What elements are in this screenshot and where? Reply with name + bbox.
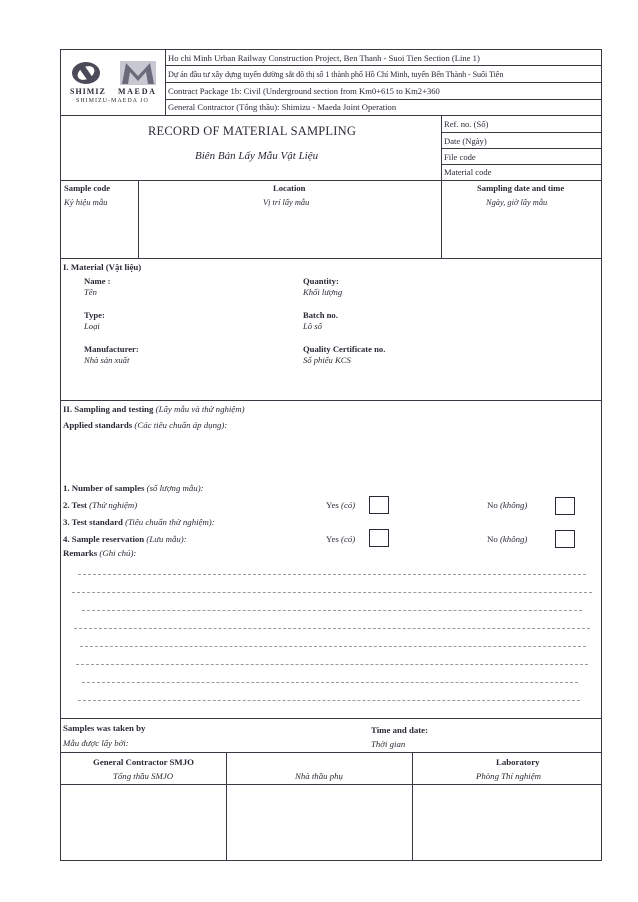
quantity-label-vi: Khối lượng bbox=[303, 287, 343, 297]
applied-standards-en: Applied standards bbox=[63, 420, 133, 430]
item-1-label: 1. Number of samples bbox=[63, 483, 145, 493]
sampling-heading-vi: (Lấy mẫu và thử nghiệm) bbox=[155, 404, 245, 414]
form-frame bbox=[60, 49, 602, 861]
certificate-label-vi: Số phiếu KCS bbox=[303, 355, 351, 365]
time-date-label-vi: Thời gian bbox=[371, 739, 406, 749]
reservation-yes-label bbox=[326, 534, 355, 545]
item-1-vi: (số lượng mẫu): bbox=[146, 483, 204, 493]
item-test-standard bbox=[63, 517, 215, 528]
taken-by-label: Samples was taken by bbox=[63, 723, 146, 733]
reservation-yes-checkbox[interactable] bbox=[369, 529, 389, 547]
remarks-line bbox=[82, 610, 582, 611]
ref-divider bbox=[441, 115, 442, 258]
laboratory-label-vi: Phòng Thí nghiệm bbox=[476, 771, 541, 781]
remarks-area[interactable] bbox=[62, 562, 600, 712]
logo-maeda-text: M A E D A bbox=[118, 87, 155, 96]
remarks-line bbox=[80, 646, 586, 647]
sampling-datetime-label: Sampling date and time bbox=[477, 183, 565, 193]
applied-standards bbox=[63, 420, 227, 431]
remarks-line bbox=[82, 682, 578, 683]
material-code-field[interactable]: Material code bbox=[444, 167, 492, 177]
logo-subtitle: SHIMIZU-MAEDA JO bbox=[76, 98, 149, 104]
type-label: Type: bbox=[84, 310, 105, 320]
header-row-line-2 bbox=[165, 82, 602, 83]
form-subtitle: Biên Bản Lấy Mẫu Vật Liệu bbox=[195, 150, 319, 162]
footer-top-line bbox=[60, 718, 602, 719]
sampling-heading bbox=[63, 404, 245, 415]
location-input[interactable] bbox=[140, 210, 439, 256]
batch-label: Batch no. bbox=[303, 310, 338, 320]
applied-standards-vi: (Các tiêu chuẩn áp dụng): bbox=[134, 420, 228, 430]
manufacturer-label-vi: Nhà sản xuất bbox=[84, 355, 130, 365]
test-yes-text: Yes bbox=[326, 500, 339, 510]
item-test bbox=[63, 500, 137, 511]
laboratory-signature-box[interactable] bbox=[413, 785, 601, 860]
material-top-line bbox=[60, 258, 602, 259]
manufacturer-label: Manufacturer: bbox=[84, 344, 139, 354]
project-line-3: Contract Package 1b: Civil (Underground section from Km0+615 to Km2+360 bbox=[168, 86, 440, 96]
project-line-1: Ho chi Minh Urban Railway Construction Project, Ben Thanh - Suoi Tien Section (Line 1) bbox=[168, 53, 480, 63]
reservation-no-checkbox[interactable] bbox=[555, 530, 575, 548]
project-line-2: Dự án đầu tư xây dựng tuyến đường sắt đô thị số 1 thành phố Hồ Chí Minh, tuyến Bến Thành - Suối Tiên bbox=[168, 70, 504, 79]
sampling-datetime-label-vi: Ngày, giờ lấy mẫu bbox=[486, 198, 548, 207]
date-field[interactable]: Date (Ngày) bbox=[444, 136, 487, 146]
remarks-label-vi: (Ghi chú): bbox=[99, 548, 137, 558]
quantity-label: Quantity: bbox=[303, 276, 339, 286]
item-3-label: 3. Test standard bbox=[63, 517, 123, 527]
sampling-heading-en: II. Sampling and testing bbox=[63, 404, 154, 414]
contractor-label-vi: Tổng thầu SMJO bbox=[113, 771, 174, 781]
reservation-no-vi: (không) bbox=[499, 534, 528, 544]
header-row-line-3 bbox=[165, 99, 602, 100]
sample-code-label: Sample code bbox=[64, 183, 111, 193]
item-4-vi: (Lưu mẫu): bbox=[146, 534, 187, 544]
remarks bbox=[63, 548, 136, 559]
remarks-line bbox=[76, 664, 588, 665]
remarks-label: Remarks bbox=[63, 548, 98, 558]
batch-label-vi: Lô số bbox=[303, 321, 322, 331]
time-date-label: Time and date: bbox=[371, 725, 429, 735]
header-row-line-1 bbox=[165, 65, 602, 66]
subcontractor-label-vi: Nhà thầu phụ bbox=[295, 771, 343, 781]
name-label: Name : bbox=[84, 276, 111, 286]
item-number-of-samples bbox=[63, 483, 204, 494]
remarks-line bbox=[74, 628, 590, 629]
test-yes-label bbox=[326, 500, 355, 511]
ref-no-field[interactable]: Ref. no. (Số) bbox=[444, 119, 489, 129]
type-label-vi: Loại bbox=[84, 321, 100, 331]
location-label-vi: Vị trí lấy mẫu bbox=[263, 198, 310, 207]
laboratory-label: Laboratory bbox=[496, 757, 540, 767]
certificate-label: Quality Certificate no. bbox=[303, 344, 386, 354]
sample-row-top-line bbox=[60, 180, 602, 181]
company-logo bbox=[64, 56, 162, 112]
reservation-yes-text: Yes bbox=[326, 534, 339, 544]
item-2-vi: (Thử nghiệm) bbox=[89, 500, 138, 510]
location-label: Location bbox=[273, 183, 306, 193]
test-no-vi: (không) bbox=[499, 500, 528, 510]
signature-top-line bbox=[60, 752, 602, 753]
taken-by-label-vi: Mẫu được lấy bởi: bbox=[63, 738, 129, 748]
project-line-4: General Contractor (Tổng thầu): Shimizu - Maeda Joint Operation bbox=[168, 102, 397, 112]
sample-code-input[interactable] bbox=[62, 210, 136, 256]
item-4-label: 4. Sample reservation bbox=[63, 534, 145, 544]
item-3-vi: (Tiêu chuẩn thử nghiệm): bbox=[125, 517, 215, 527]
logo-shimz-text: SHIMIZ bbox=[70, 87, 106, 96]
reservation-no-label bbox=[487, 534, 527, 545]
sampling-datetime-input[interactable] bbox=[443, 210, 600, 256]
test-yes-vi: (có) bbox=[341, 500, 356, 510]
file-code-field[interactable]: File code bbox=[444, 152, 476, 162]
remarks-line bbox=[78, 700, 580, 701]
remarks-line bbox=[72, 592, 592, 593]
contractor-label: General Contractor SMJO bbox=[93, 757, 194, 767]
test-yes-checkbox[interactable] bbox=[369, 496, 389, 514]
remarks-line bbox=[78, 574, 586, 575]
title-top-line bbox=[60, 115, 602, 116]
sample-code-divider bbox=[138, 180, 139, 258]
ref-line-2 bbox=[441, 148, 602, 149]
ref-line-1 bbox=[441, 132, 602, 133]
item-2-label: 2. Test bbox=[63, 500, 87, 510]
reservation-yes-vi: (có) bbox=[341, 534, 356, 544]
item-sample-reservation bbox=[63, 534, 187, 545]
test-no-text: No bbox=[487, 500, 498, 510]
test-no-label bbox=[487, 500, 527, 511]
material-heading: I. Material (Vật liệu) bbox=[63, 262, 142, 272]
contractor-signature-box[interactable] bbox=[61, 785, 225, 860]
ref-line-3 bbox=[441, 164, 602, 165]
subcontractor-signature-box[interactable] bbox=[227, 785, 411, 860]
name-label-vi: Tên bbox=[84, 287, 97, 297]
reservation-no-text: No bbox=[487, 534, 498, 544]
sample-code-label-vi: Ký hiệu mẫu bbox=[64, 197, 108, 207]
sampling-top-line bbox=[60, 400, 602, 401]
form-title: RECORD OF MATERIAL SAMPLING bbox=[148, 124, 357, 138]
test-no-checkbox[interactable] bbox=[555, 497, 575, 515]
